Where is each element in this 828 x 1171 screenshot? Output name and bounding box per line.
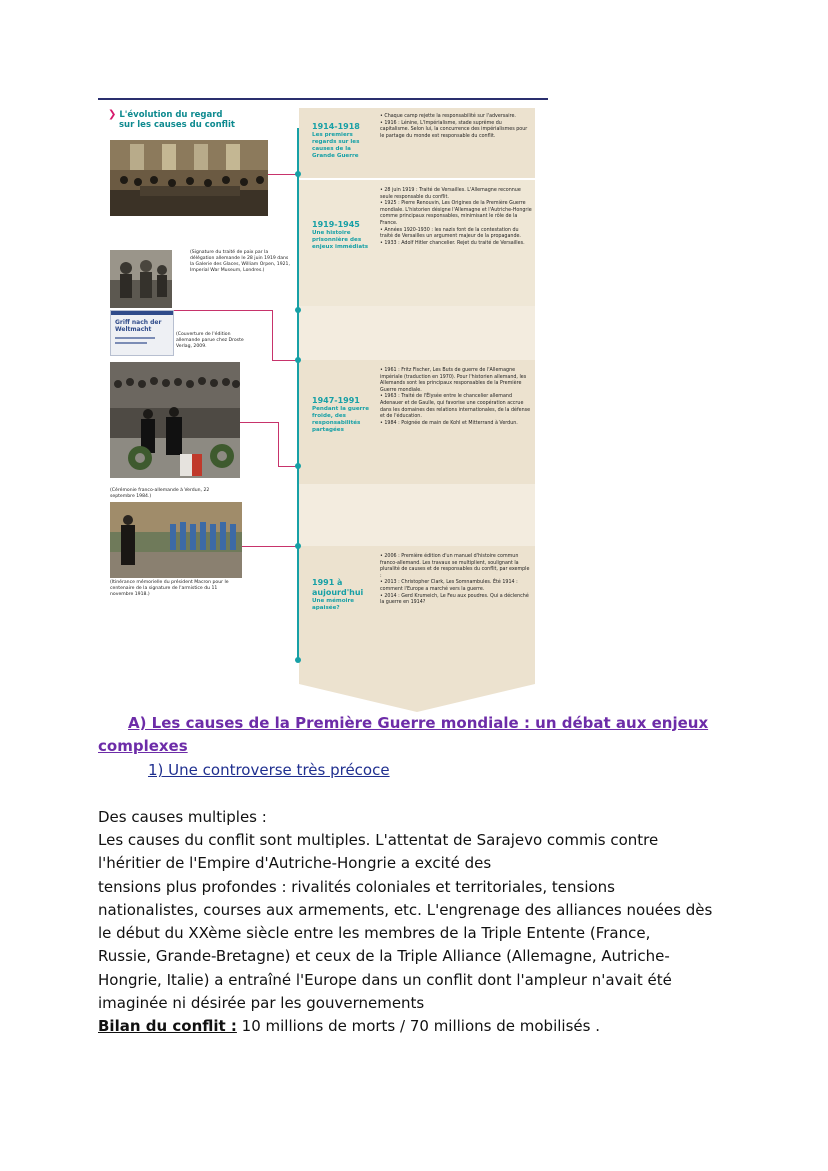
bilan-line	[98, 1015, 738, 1038]
timeline-dot	[295, 543, 301, 549]
connector-line	[240, 422, 278, 423]
period-1991-today: 1991 à aujourd'hui Une mémoire apaisée?	[312, 578, 364, 611]
timeline-dot	[295, 463, 301, 469]
timeline-dot	[295, 657, 301, 663]
historical-photo	[110, 250, 172, 308]
band-gap	[299, 306, 535, 360]
events-1914-1918: • Chaque camp rejette la responsabilité sur l'adversaire. • 1916 : Lénine, L'Impérialisme, stade suprême du capitalisme. Selon lui, la concurrence des impérialismes pour le partage du monde est responsable du conflit.	[380, 114, 528, 139]
period-1914-1918: 1914-1918 Les premiers regards sur les causes de la Grande Guerre	[312, 122, 360, 159]
bilan-label: Bilan du conflit :	[98, 1017, 237, 1036]
timeline-dot	[295, 307, 301, 313]
treaty-caption: (Signature du traité de paix par la délégation allemande le 28 juin 1919 dans la Galerie des Glaces, William Orpen, 1921, Imperial War Museum, Londres.)	[190, 250, 290, 273]
paragraph-line: l'héritier de l'Empire d'Autriche-Hongrie a excité des	[98, 854, 492, 873]
connector-line	[278, 422, 279, 466]
section-heading-a: A) Les causes de la Première Guerre mondiale : un débat aux enjeux complexes	[98, 714, 709, 755]
paragraph-line: Hongrie, Italie) a entraîné l'Europe dans un conflit dont l'ampleur n'avait été	[98, 970, 672, 989]
timeline-arrow	[299, 662, 535, 712]
paragraph-line: imaginée ni désirée par les gouvernements	[98, 994, 425, 1013]
paragraph-line: tensions plus profondes : rivalités coloniales et territoriales, tensions	[98, 877, 616, 896]
verdun-ceremony-photo	[110, 362, 240, 478]
macron-memorial-photo	[110, 502, 242, 578]
timeline-dot	[295, 171, 301, 177]
paragraph-line: Les causes du conflit sont multiples. L'attentat de Sarajevo commis contre	[98, 831, 659, 849]
treaty-signing-photo	[110, 140, 268, 216]
connector-line	[272, 310, 273, 360]
intro-line: Des causes multiples :	[98, 808, 267, 826]
timeline-dot	[295, 357, 301, 363]
chevron-right-icon: ❯	[108, 109, 117, 120]
timeline-axis	[297, 128, 299, 660]
book-cover	[110, 310, 174, 356]
connector-line	[272, 360, 297, 361]
connector-line	[242, 546, 297, 547]
paragraph-line: Russie, Grande-Bretagne) et ceux de la Triple Alliance (Allemagne, Autriche-	[98, 947, 670, 966]
period-1919-1945: 1919-1945 Une histoire prisonnière des enjeux immédiats	[312, 220, 369, 250]
book-caption: (Couverture de l'édition allemande parue chez Droste Verlag, 2009.	[176, 332, 244, 349]
body-paragraph	[98, 829, 738, 1039]
book-cover-title: Griff nach der Weltmacht	[115, 319, 162, 333]
bilan-text: 10 millions de morts / 70 millions de mobilisés .	[236, 1017, 600, 1036]
subsection-heading-1: 1) Une controverse très précoce	[148, 761, 390, 779]
connector-line	[268, 174, 297, 175]
connector-line	[174, 310, 272, 311]
paragraph-line: le début du XXème siècle entre les membres de la Triple Entente (France,	[98, 924, 651, 943]
macron-caption: (Itinérance mémorielle du président Macron pour le centenaire de la signature de l'armistice du 11 novembre 1918.)	[110, 580, 229, 597]
timeline-figure	[98, 98, 548, 712]
figure-title: ❯ L'évolution du regard sur les causes du conflit	[108, 109, 235, 130]
band-gap-2	[299, 484, 535, 546]
figure-title-line2: sur les causes du conflit	[119, 120, 235, 130]
period-1947-1991: 1947-1991 Pendant la guerre froide, des responsabilités partagées	[312, 396, 369, 433]
events-1947-1991: • 1961 : Fritz Fischer, Les Buts de guerre de l'Allemagne impériale (traduction en 1970). Pour l'historien allemand, les Allemands sont les principaux responsables de la Première Guerre mondiale. • 1963 : Traité de l'Élysée entre le chancelier allemand Adenauer et de Gaulle, qui favorise une coopération accrue dans les domaines des relations internationales, de la défense et de l'éducation. • 1984 : Poignée de main de Kohl et Mitterrand à Verdun.	[380, 368, 531, 426]
events-1919-1945: • 28 juin 1919 : Traité de Versailles. L'Allemagne reconnue seule responsable du conflit. • 1925 : Pierre Renouvin, Les Origines de la Première Guerre mondiale. L'historien désigne l'Allemagne et l'Autriche-Hongrie comme principaux responsables, minimisant le rôle de la France. • Années 1920-1930 : les nazis font de la contestation du traité de Versailles un argument majeur de la propagande. • 1933 : Adolf Hitler chancelier. Rejet du traité de Versailles.	[380, 188, 532, 246]
paragraph-line: nationalistes, courses aux armements, etc. L'engrenage des alliances nouées dès	[98, 900, 713, 919]
events-1991-today: • 2006 : Première édition d'un manuel d'histoire commun franco-allemand. Les travaux se multiplient, soulignant la pluralité de causes et de responsables du conflit, par exemple : • 2013 : Christopher Clark, Les Somnambules. Été 1914 : comment l'Europe a marché vers la guerre. • 2014 : Gerd Krumeich, Le Feu aux poudres. Qui a déclenché la guerre en 1914?	[380, 554, 530, 606]
verdun-caption: (Cérémonie franco-allemande à Verdun, 22 septembre 1984.)	[110, 488, 210, 499]
